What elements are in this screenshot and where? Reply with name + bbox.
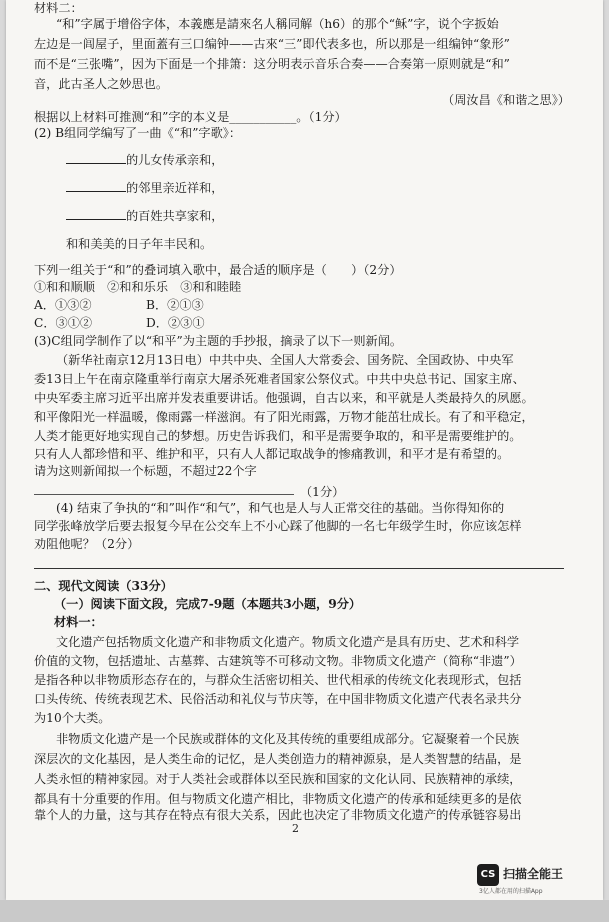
para1-line-5: 为10个大类。	[34, 711, 111, 725]
q3-news-5: 人类才能更好地实现自己的梦想。历史告诉我们，和平是需要争取的，和平是需要维护的。	[34, 429, 522, 443]
bottom-bar	[0, 900, 609, 922]
para1-line-2: 价值的文物，包括遗址、古墓葬、古建筑等不可移动文物。非物质文化遗产（简称“非遗”）	[34, 654, 522, 668]
para2-line-1: 非物质文化遗产是一个民族或群体的文化及其传统的重要组成部分。它凝聚着一个民族	[56, 732, 520, 746]
watermark-title: 扫描全能王	[503, 867, 564, 881]
blank	[66, 181, 126, 192]
q4-line-2: 同学张峰放学后要去报复今早在公交车上不小心踩了他脚的一名七年级学生时，你应该怎样	[34, 519, 522, 533]
section-divider	[34, 568, 564, 569]
material2-source: （周汝昌《和谐之思》）	[442, 93, 570, 107]
q2-song-line-1: 的儿女传承亲和，	[66, 152, 224, 168]
q2-prompt: 下列一组关于“和”的叠词填入歌中，最合适的顺序是（ ）（2分）	[34, 263, 402, 277]
q3-news-4: 和平像阳光一样温暖，像雨露一样滋润。有了阳光雨露，万物才能茁壮成长。有了和平稳定，	[34, 410, 534, 424]
q2-option-a: A．①③②	[34, 298, 92, 312]
blank	[66, 153, 126, 164]
section2-title: 二、现代文阅读（33分）	[34, 579, 173, 593]
camscanner-logo-icon: CS	[477, 864, 499, 886]
q3-score: （1分）	[300, 485, 345, 499]
para2-line-4: 都具有十分重要的作用。但与物质文化遗产相比，非物质文化遗产的传承和延续更多的是依	[34, 792, 522, 806]
watermark-subtitle: 3亿人都在用的扫描App	[479, 888, 543, 895]
material2-line-4: 音，此古圣人之妙思也。	[34, 77, 169, 91]
q4-line-1: (4) 结束了争执的“和”叫作“和气”，和气也是人与人正常交往的基础。当你得知你的	[56, 501, 505, 515]
section2-sub: （一）阅读下面文段，完成7-9题（本题共3小题，9分）	[54, 597, 362, 611]
para1-line-1: 文化遗产包括物质文化遗产和非物质文化遗产。物质文化遗产是具有历史、艺术和科学	[56, 635, 520, 649]
blank	[66, 209, 126, 220]
q3-news-1: （新华社南京12月13日电）中共中央、全国人大常委会、国务院、全国政协、中央军	[56, 353, 514, 367]
q2-song-last: 和和美美的日子年丰民和。	[66, 237, 213, 251]
material2-line-2: 左边是一闾屋子，里面蓋有三口编钟——古來“三”即代表多也，所以那是一组编钟“象形”	[34, 37, 510, 51]
material2-line-3: 而不是“三张嘴”，因为下面是一个排箫：这分明表示音乐合奏——合奏第一原则就是“和”	[34, 57, 510, 71]
para1-line-3: 是指各种以非物质形态存在的，与群众生活密切相关、世代相承的传统文化表现形式，包括	[34, 673, 522, 687]
q3-intro: (3)C组同学制作了以“和平”为主题的手抄报，摘录了以下一则新闻。	[34, 334, 403, 348]
q2-options-row: ①和和顺顺 ②和和乐乐 ③和和睦睦	[34, 280, 242, 294]
q4-line-3: 劝阻他呢？（2分）	[34, 537, 140, 551]
para2-line-5: 靠个人的力量，这与其存在特点有很大关系，因此也决定了非物质文化遗产的传承链容易出	[34, 808, 522, 822]
scanner-watermark	[477, 862, 597, 896]
page-number: 2	[292, 822, 299, 835]
q2-option-d: D．②③①	[146, 316, 205, 330]
q2-option-c: C．③①②	[34, 316, 93, 330]
q2-intro: (2) B组同学编写了一曲《“和”字歌》：	[34, 126, 242, 140]
q1-tail: 根据以上材料可推测“和”字的本义是___________。（1分）	[34, 110, 347, 124]
q2-song-line-2: 的邻里亲近祥和，	[66, 180, 224, 196]
q3-news-6: 只有人人都珍惜和平、维护和平，只有人人都记取战争的惨痛教训，和平才是有希望的。	[34, 447, 510, 461]
scanned-page	[6, 0, 603, 900]
q3-prompt: 请为这则新闻拟一个标题，不超过22个字	[34, 464, 257, 478]
para1-line-4: 口头传统、传统表现艺术、民俗活动和礼仪与节庆等，在中国非物质文化遗产代表名录共分	[34, 692, 522, 706]
answer-line	[34, 494, 294, 495]
q3-news-2: 委13日上午在南京隆重举行南京大屠杀死难者国家公祭仪式。中共中央总书记、国家主席、	[34, 372, 525, 386]
material1-label: 材料一：	[54, 615, 103, 629]
material2-line-1: “和”字属于增俗字体，本義應是請來名人稱同解（h6）的那个“稣”字，说个字扳始	[56, 17, 499, 31]
q2-song-line-3: 的百姓共享家和，	[66, 208, 224, 224]
para2-line-3: 人类永恒的精神家园。对于人类社会或群体以至民族和国家的文化认同、民族精神的承续，	[34, 772, 522, 786]
q2-option-b: B．②①③	[146, 298, 204, 312]
q3-news-3: 中央军委主席习近平出席并发表重要讲话。他强调，自古以来，和平就是人类最持久的夙愿。	[34, 391, 534, 405]
material2-label: 材料二：	[34, 1, 83, 15]
para2-line-2: 深层次的文化基因，是人类生命的记忆，是人类创造力的精神源泉，是人类智慧的结晶，是	[34, 752, 522, 766]
